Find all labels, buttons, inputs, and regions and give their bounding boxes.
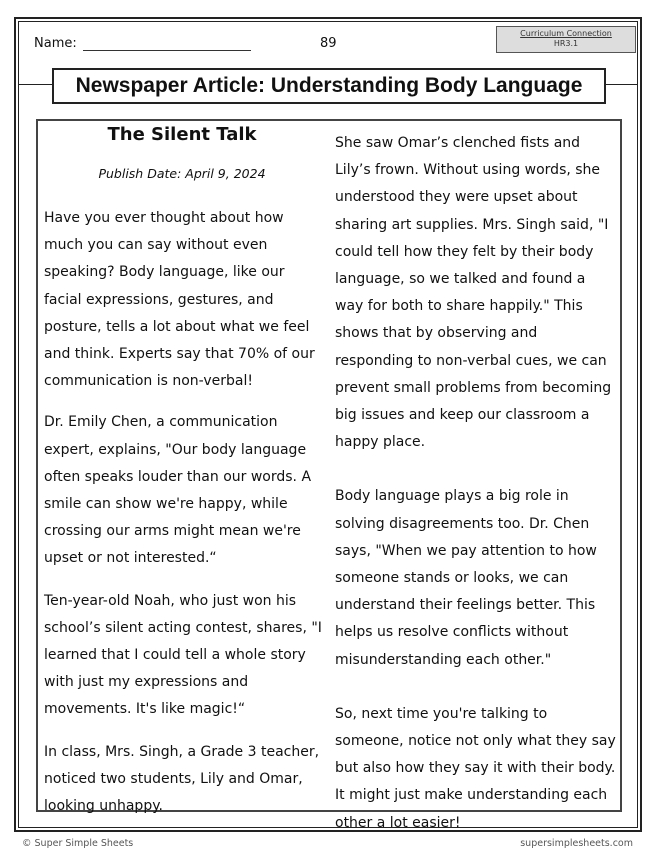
footer-copyright: © Super Simple Sheets [22, 838, 134, 849]
title-rule-right [606, 84, 638, 85]
footer-website[interactable]: supersimplesheets.com [520, 838, 633, 849]
publish-date: Publish Date: April 9, 2024 [98, 166, 266, 181]
curriculum-code: HR3.1 [553, 39, 579, 48]
curriculum-title: Curriculum Connection [520, 29, 612, 38]
paragraph: She saw Omar’s clenched fists and Lily’s frown. Without using words, she understood they were upset about sharing art supplies. Mrs. Singh said, "I could tell how they felt by their body language, so we talked and found a way for both to share happily." This shows that by observing and responding to non-verbal cues, we can prevent small problems from becoming big issues and keep our classroom a happy place. [335, 135, 612, 451]
name-label: Name: [34, 36, 77, 51]
article-left-column [44, 205, 326, 820]
paragraph: Body language plays a big role in solving disagreements too. Dr. Chen says, "When we pay attention to how someone stands or looks, we can understand their feelings better. This helps us resolve conflicts without misunderstanding each other." [335, 488, 597, 668]
article-headline: The Silent Talk [107, 124, 257, 145]
paragraph: Ten-year-old Noah, who just won his school’s silent acting contest, shares, "I learned that I could tell a whole story with just my expressions and movements. It's like magic!“ [44, 592, 322, 718]
paragraph: Have you ever thought about how much you can say without even speaking? Body language, like our facial expressions, gestures, and posture, tells a lot about what we feel and think. Experts say that 70% of our communication is non-verbal! [44, 210, 315, 390]
title-rule-left [18, 84, 52, 85]
page-number: 89 [320, 36, 337, 51]
name-field [34, 36, 251, 51]
paragraph: So, next time you're talking to someone, notice not only what they say but also how they say it with their body. It might just make understanding each other a lot easier! [335, 705, 616, 831]
paragraph: Dr. Emily Chen, a communication expert, explains, "Our body language often speaks louder than our words. A smile can show we're happy, while crossing our arms might mean we're upset or not interested.“ [44, 414, 312, 567]
name-blank-line[interactable] [83, 38, 251, 51]
curriculum-box [496, 26, 636, 53]
worksheet-title: Newspaper Article: Understanding Body Language [52, 68, 606, 104]
article-right-column [335, 130, 617, 837]
paragraph: In class, Mrs. Singh, a Grade 3 teacher, noticed two students, Lily and Omar, looking unhappy. [44, 743, 320, 815]
